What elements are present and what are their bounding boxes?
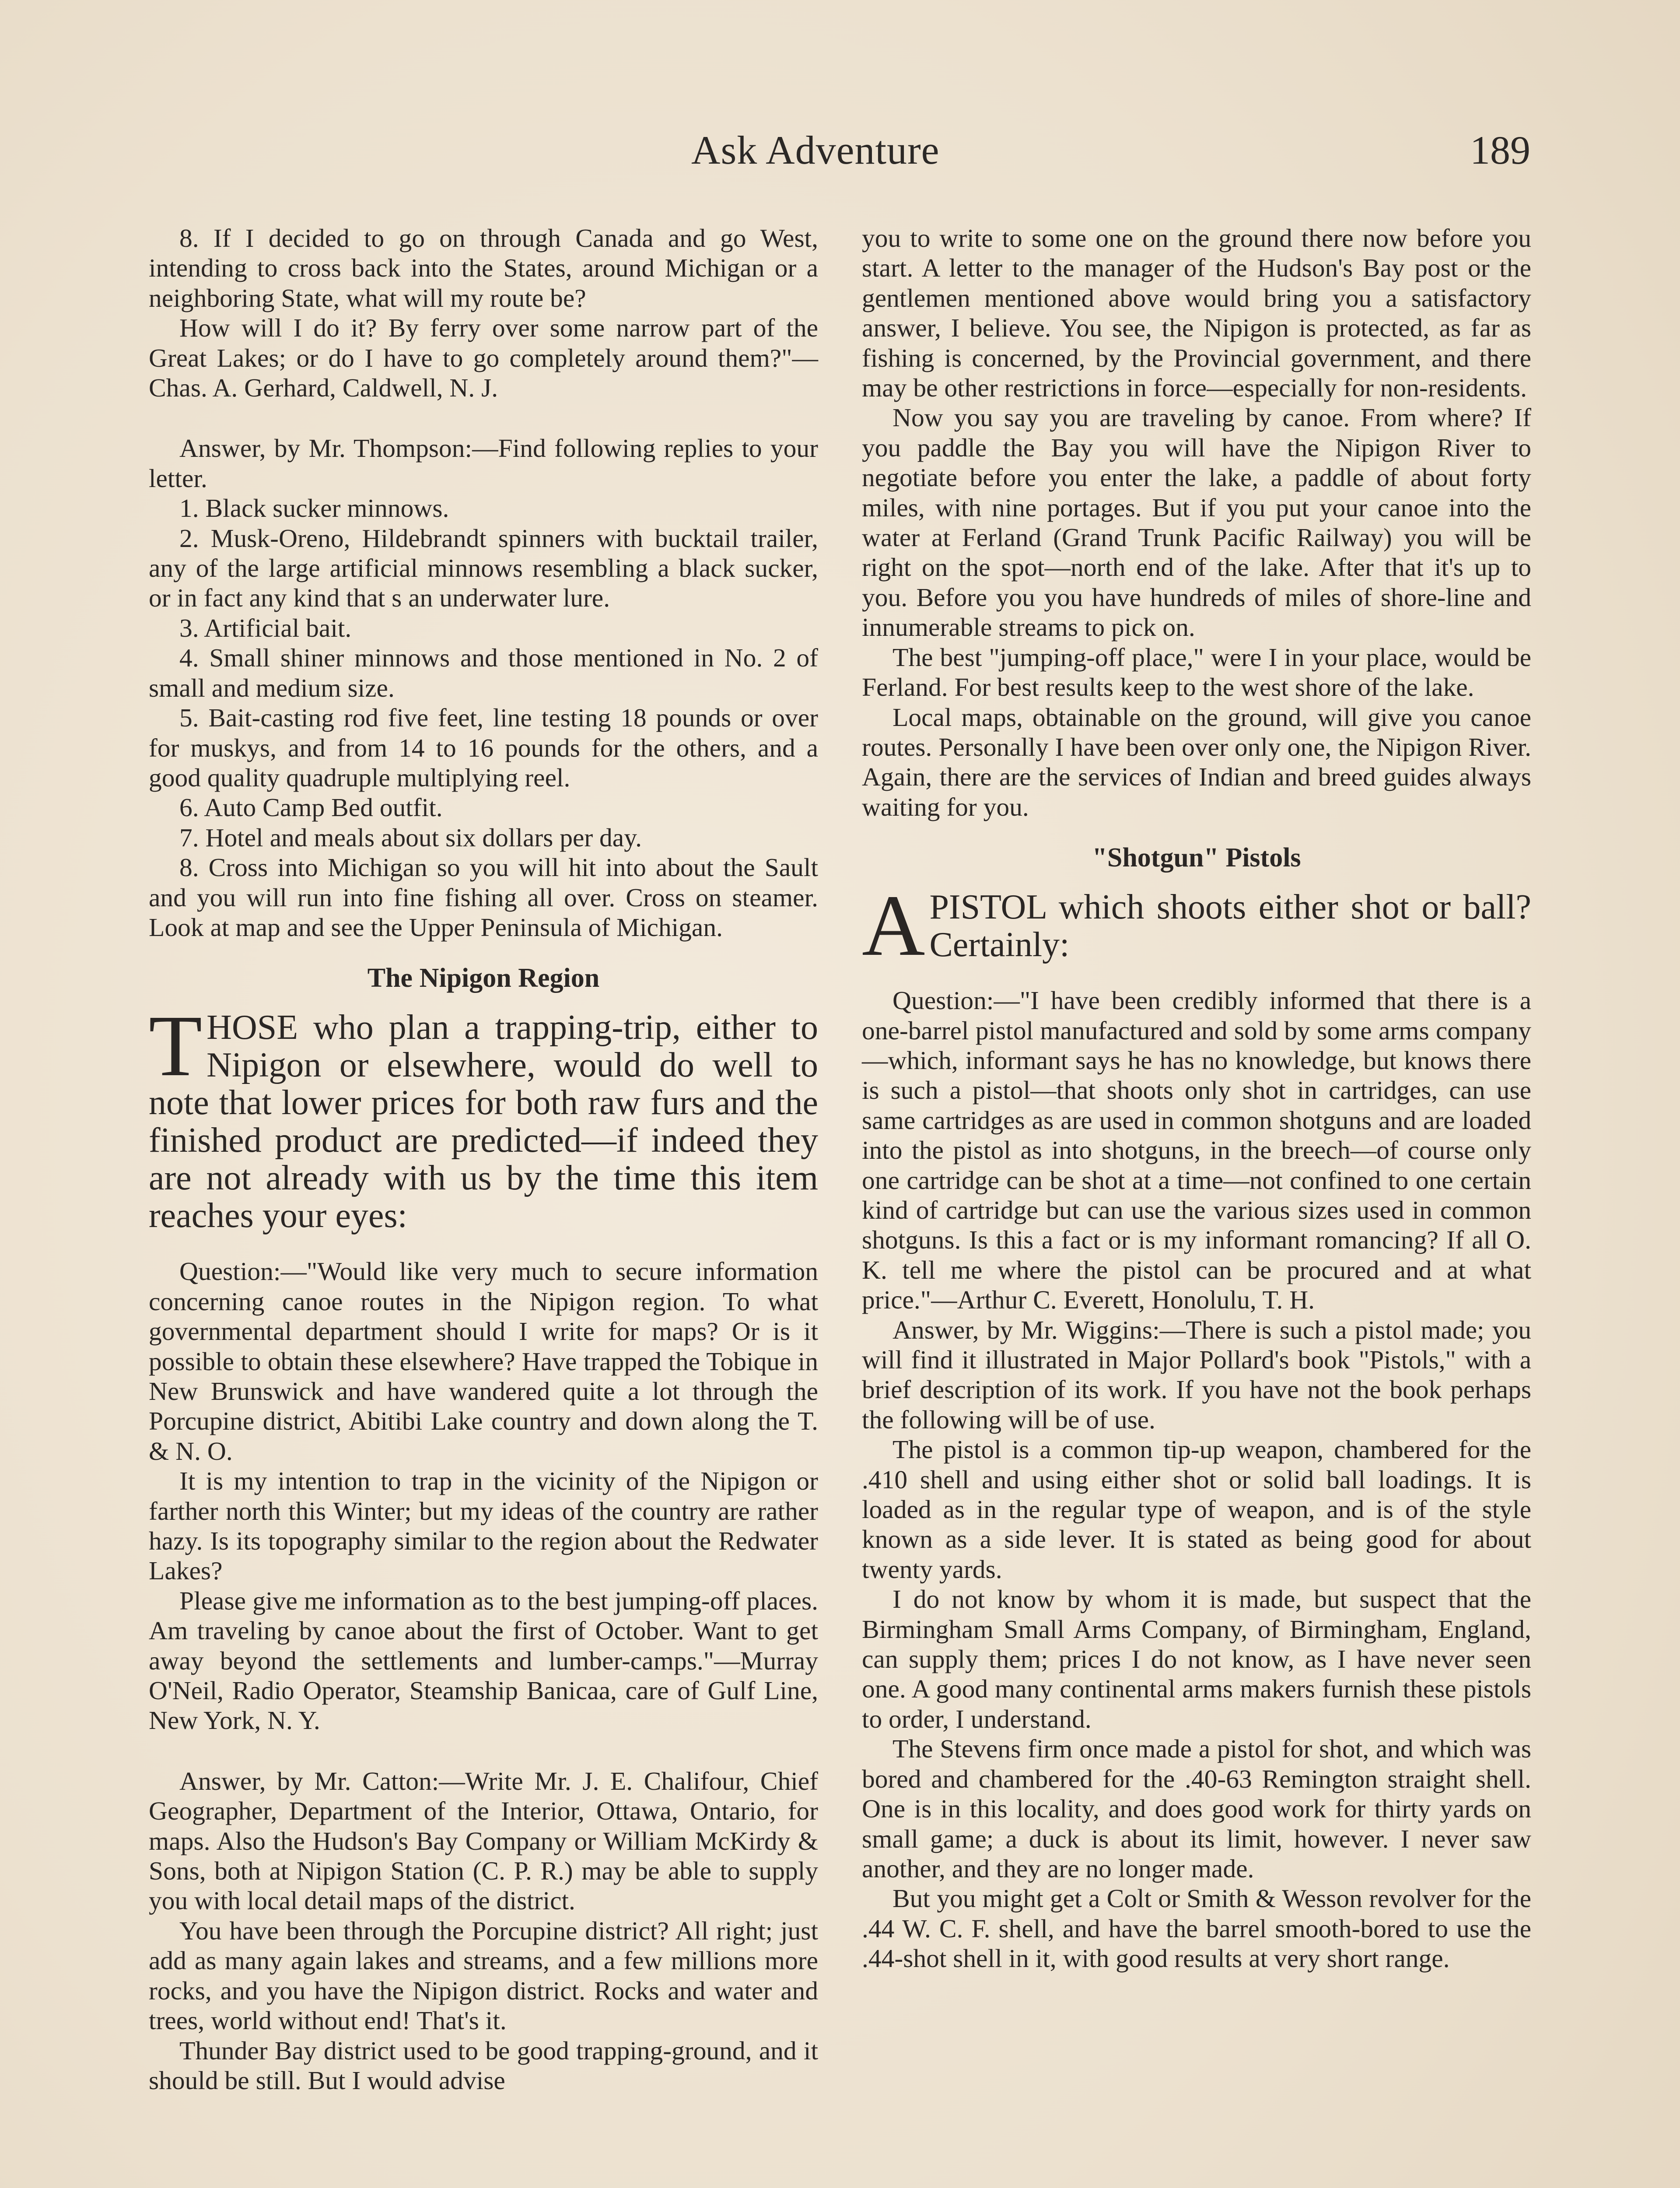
- lead-paragraph: [149, 998, 818, 1235]
- left-column: [149, 223, 818, 2095]
- answer-intro: Answer, by Mr. Thompson:—Find following replies to your letter.: [149, 434, 818, 493]
- paragraph: 8. If I decided to go on through Canada and go West, intending to cross back into the States, around Michigan or a neighboring State, what will my route be?: [149, 224, 818, 312]
- paragraph: The pistol is a common tip-up weapon, chambered for the .410 shell and using either shot or solid ball loadings. It is loaded as in the regular type of weapon, and is of the style known as a side lever. It is stated as being good for about twenty yards.: [862, 1435, 1531, 1584]
- list-item: 7. Hotel and meals about six dollars per day.: [179, 823, 642, 852]
- list-item: 3. Artificial bait.: [179, 613, 352, 642]
- paragraph: Local maps, obtainable on the ground, will give you canoe routes. Personally I have been over only one, the Nipigon River. Again, there are the services of Indian and breed guides always waiting for you.: [862, 702, 1531, 821]
- section-heading: "Shotgun" Pistols: [1092, 843, 1301, 873]
- paragraph: The best "jumping-off place," were I in your place, would be Ferland. For best results keep to the west shore of the lake.: [862, 642, 1531, 702]
- lead-text: PISTOL which shoots either shot or ball? Certainly:: [929, 888, 1531, 964]
- paragraph: How will I do it? By ferry over some narrow part of the Great Lakes; or do I have to go completely around them?"—Chas. A. Gerhard, Caldwell, N. J.: [149, 313, 818, 403]
- page-number: 189: [1470, 128, 1530, 172]
- right-column: [862, 223, 1531, 1974]
- drop-cap: A: [862, 877, 925, 975]
- paragraph: Question:—"Would like very much to secure information concerning canoe routes in the Nipigon region. To what governmental department should I write for maps? Or is it possible to obtain these elsewhere? Have trapped the Tobique in New Brunswick and have wandered quite a lot through the Porcupine district, Abitibi Lake country and down along the T. & N. O.: [149, 1257, 818, 1466]
- section-heading: The Nipigon Region: [367, 963, 600, 993]
- running-title: Ask Adventure: [691, 128, 940, 172]
- list-item: 1. Black sucker minnows.: [179, 494, 449, 523]
- paragraph: Thunder Bay district used to be good trapping-ground, and it should be still. But I would advise: [149, 2036, 818, 2095]
- list-item: 6. Auto Camp Bed outfit.: [179, 793, 443, 822]
- paragraph: Now you say you are traveling by canoe. From where? If you paddle the Bay you will have the Nipigon River to negotiate before you enter the lake, a paddle of about forty miles, with nine portages. But if you put your canoe into the water at Ferland (Grand Trunk Pacific Railway) you will be right on the spot—north end of the lake. After that it's up to you. Before you you have hundreds of miles of shore-line and innumerable streams to pick on.: [862, 403, 1531, 642]
- paragraph: But you might get a Colt or Smith & Wesson revolver for the .44 W. C. F. shell, and have the barrel smooth-bored to use the .44-shot shell in it, with good results at very short range.: [862, 1884, 1531, 1973]
- paragraph: Question:—"I have been credibly informed that there is a one-barrel pistol manufactured and sold by some arms company—which, informant says he has no knowledge, but knows there is such a pistol—that shoots only shot in cartridges, can use same cartridges as are used in common shotguns and are loaded into the pistol as into shotguns, in the breech—of course only one cartridge can be shot at a time—not confined to one certain kind of cartridge but can use the various sizes used in common shotguns. Is this a fact or is my informant romancing? If all O. K. tell me where the pistol can be procured and at what price."—Arthur C. Everett, Honolulu, T. H.: [862, 986, 1531, 1315]
- page-header: [0, 127, 1680, 188]
- list-item: 8. Cross into Michigan so you will hit into about the Sault and you will run into fine fishing all over. Cross on steamer. Look at map and see the Upper Peninsula of Michigan.: [149, 853, 818, 942]
- list-item: 4. Small shiner minnows and those mentioned in No. 2 of small and medium size.: [149, 643, 818, 702]
- paragraph: It is my intention to trap in the vicinity of the Nipigon or farther north this Winter; but my ideas of the country are rather hazy. Is its topography similar to the region about the Redwater Lakes?: [149, 1466, 818, 1585]
- paragraph: Please give me information as to the best jumping-off places. Am traveling by canoe about the first of October. Want to get away beyond the settlements and lumber-camps."—Murray O'Neil, Radio Operator, Steamship Banicaa, care of Gulf Line, New York, N. Y.: [149, 1586, 818, 1735]
- list-item: 2. Musk-Oreno, Hildebrandt spinners with bucktail trailer, any of the large artificial minnows resembling a black sucker, or in fact any kind that s an underwater lure.: [149, 523, 818, 613]
- paragraph: Answer, by Mr. Catton:—Write Mr. J. E. Chalifour, Chief Geographer, Department of the Interior, Ottawa, Ontario, for maps. Also the Hudson's Bay Company or William McKirdy & Sons, both at Nipigon Station (C. P. R.) may be able to supply you with local detail maps of the district.: [149, 1766, 818, 1915]
- paragraph: you to write to some one on the ground there now before you start. A letter to the manager of the Hudson's Bay post or the gentlemen mentioned above would bring you a satisfactory answer, I believe. You see, the Nipigon is protected, as far as fishing is concerned, by the Provincial government, and there may be other restrictions in force—especially for non-residents.: [862, 224, 1531, 403]
- lead-paragraph: [862, 877, 1531, 975]
- paragraph: Answer, by Mr. Wiggins:—There is such a pistol made; you will find it illustrated in Major Pollard's book "Pistols," with a brief description of its work. If you have not the book perhaps the following will be of use.: [862, 1315, 1531, 1434]
- paragraph: The Stevens firm once made a pistol for shot, and which was bored and chambered for the .40-63 Remington straight shell. One is in this locality, and does good work for thirty yards on small game; a duck is about its limit, however. I never saw another, and they are no longer made.: [862, 1734, 1531, 1883]
- list-item: 5. Bait-casting rod five feet, line testing 18 pounds or over for muskys, and from 14 to 16 pounds for the others, and a good quality quadruple multiplying reel.: [149, 703, 818, 792]
- drop-cap: T: [149, 998, 203, 1095]
- lead-text: HOSE who plan a trapping-trip, either to Nipigon or elsewhere, would do well to note that lower prices for both raw furs and the finished product are predicted—if indeed they are not already with us by the time this item reaches your eyes:: [149, 1008, 818, 1235]
- paragraph: You have been through the Porcupine district? All right; just add as many again lakes and streams, and a few millions more rocks, and you have the Nipigon district. Rocks and water and trees, world without end! That's it.: [149, 1916, 818, 2035]
- paragraph: I do not know by whom it is made, but suspect that the Birmingham Small Arms Company, of Birmingham, England, can supply them; prices I do not know, as I have never seen one. A good many continental arms makers furnish these pistols to order, I understand.: [862, 1585, 1531, 1733]
